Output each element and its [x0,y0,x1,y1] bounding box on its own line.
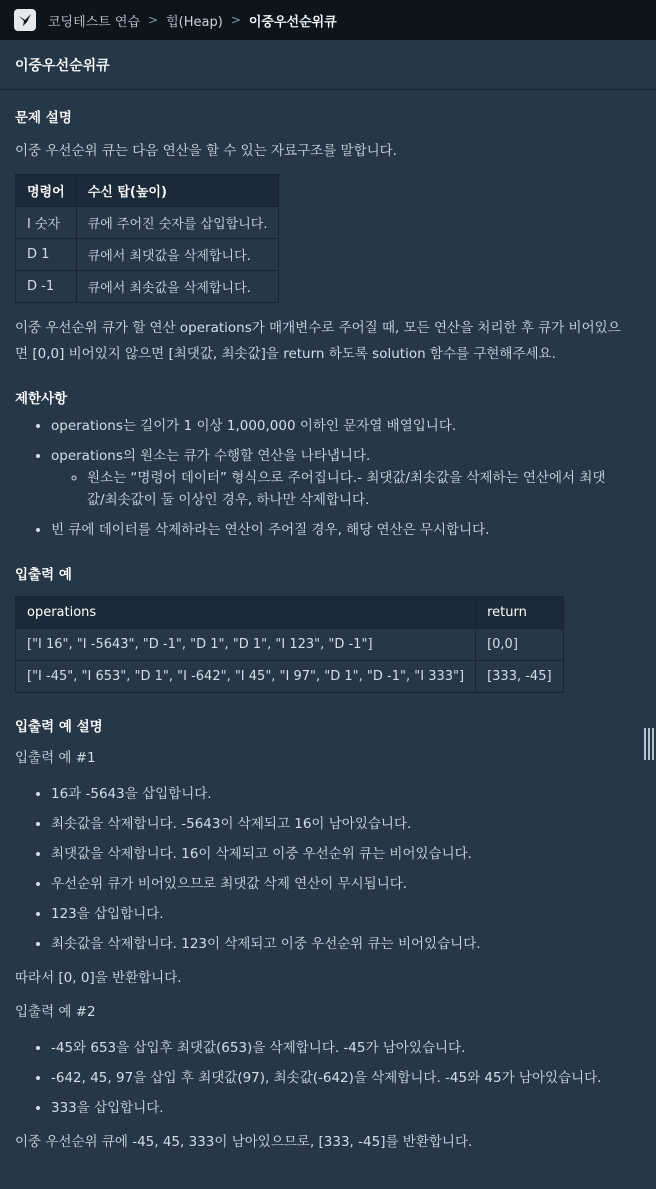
breadcrumb-item-coding-test[interactable]: 코딩테스트 연습 [48,14,141,30]
description-intro: 이중 우선순위 큐는 다음 연산을 할 수 있는 자료구조를 말합니다. [15,143,397,159]
list-item: • -45와 653을 삽입후 최댓값(653)을 삭제합니다. -45가 남아있습니다. [51,1037,641,1059]
table-header-cell: operations [16,597,476,629]
table-header-row [16,597,564,629]
example-2-list [15,1037,641,1119]
table-header-row [16,175,279,207]
top-navigation-bar [0,0,656,40]
list-item: • 최솟값을 삭제합니다. 123이 삭제되고 이중 우선순위 큐는 비어있습니다. [51,933,641,955]
example-1-result: 따라서 [0, 0]을 반환합니다. [15,970,182,986]
section-heading-constraints: 제한사항 [15,391,68,407]
table-cell: D -1 [16,271,77,303]
table-cell: ["I -45", "I 653", "D 1", "I -642", "I 45", "I 97", "D 1", "D -1", "I 333"] [16,661,476,693]
table-cell: [333, -45] [476,661,563,693]
task-description-line: 면 [0,0] 비어있지 않으면 [최댓값, 최솟값]을 return 하도록 solution 함수를 구현해주세요. [15,346,556,362]
sub-list-item [87,467,641,511]
table-row [16,239,279,271]
constraints-list [15,415,641,541]
sub-list-item-line: 원소는 “명령어 데이터” 형식으로 주어집니다.- 최댓값/최솟값을 삭제하는 연산에서 최댓 [87,470,606,486]
example-2-title: 입출력 예 #2 [15,1004,96,1020]
table-cell: [0,0] [476,629,563,661]
logo-icon[interactable] [14,9,36,31]
list-item: • 빈 큐에 데이터를 삭제하라는 연산이 주어질 경우, 해당 연산은 무시합니다. [51,519,641,541]
table-cell: I 숫자 [16,207,77,239]
table-cell: D 1 [16,239,77,271]
task-description-line: 이중 우선순위 큐가 할 연산 operations가 매개변수로 주어질 때, 모든 연산을 처리한 후 큐가 비어있으 [15,320,621,336]
command-table [15,174,279,303]
chevron-right-icon: > [230,13,241,27]
breadcrumb-current: 이중우선순위큐 [248,14,337,30]
list-item: • 333을 삽입합니다. [51,1097,641,1119]
section-heading-examples: 입출력 예 [15,567,72,583]
list-item [51,445,641,511]
sub-list [51,467,641,511]
table-header-cell: return [476,597,563,629]
table-cell: 큐에서 최솟값을 삭제합니다. [76,271,279,303]
list-item: • 최솟값을 삭제합니다. -5643이 삭제되고 16이 남아있습니다. [51,813,641,835]
table-row [16,629,564,661]
problem-content [0,106,656,1155]
chevron-right-icon: > [148,13,159,27]
sub-list-item-line: 값/최솟값이 둘 이상인 경우, 하나만 삭제합니다. [87,492,370,508]
table-row [16,207,279,239]
section-heading-explanation: 입출력 예 설명 [15,719,103,735]
page-title: 이중우선순위큐 [15,57,110,74]
example-2-result: 이중 우선순위 큐에 -45, 45, 333이 남아있으므로, [333, -45]를 반환합니다. [15,1134,473,1150]
table-cell: ["I 16", "I -5643", "D -1", "D 1", "D 1", "I 123", "D -1"] [16,629,476,661]
example-1-list [15,783,641,955]
grip-line [648,728,650,760]
list-item: • operations는 길이가 1 이상 1,000,000 이하인 문자열 배열입니다. [51,415,641,437]
list-item-text: operations의 원소는 큐가 수행할 연산을 나타냅니다. [51,448,371,464]
table-cell: 큐에서 최댓값을 삭제합니다. [76,239,279,271]
grip-line [652,728,654,760]
list-item: • 16과 -5643을 삽입합니다. [51,783,641,805]
problem-title-bar [0,40,656,90]
grip-line [644,728,646,760]
list-item: • -642, 45, 97을 삽입 후 최댓값(97), 최솟값(-642)을 삭제합니다. -45와 45가 남아있습니다. [51,1067,641,1089]
table-header-cell: 수신 탑(높이) [76,175,279,207]
list-item: • 123을 삽입합니다. [51,903,641,925]
examples-table [15,596,564,693]
table-row [16,661,564,693]
table-cell: 큐에 주어진 숫자를 삽입합니다. [76,207,279,239]
panel-resize-handle[interactable] [644,728,654,760]
breadcrumb-item-heap[interactable]: 힙(Heap) [166,14,223,30]
section-heading-description: 문제 설명 [15,110,72,126]
table-row [16,271,279,303]
list-item: • 우선순위 큐가 비어있으므로 최댓값 삭제 연산이 무시됩니다. [51,873,641,895]
example-1-title: 입출력 예 #1 [15,750,96,766]
table-header-cell: 명령어 [16,175,77,207]
list-item: • 최댓값을 삭제합니다. 16이 삭제되고 이중 우선순위 큐는 비어있습니다. [51,843,641,865]
